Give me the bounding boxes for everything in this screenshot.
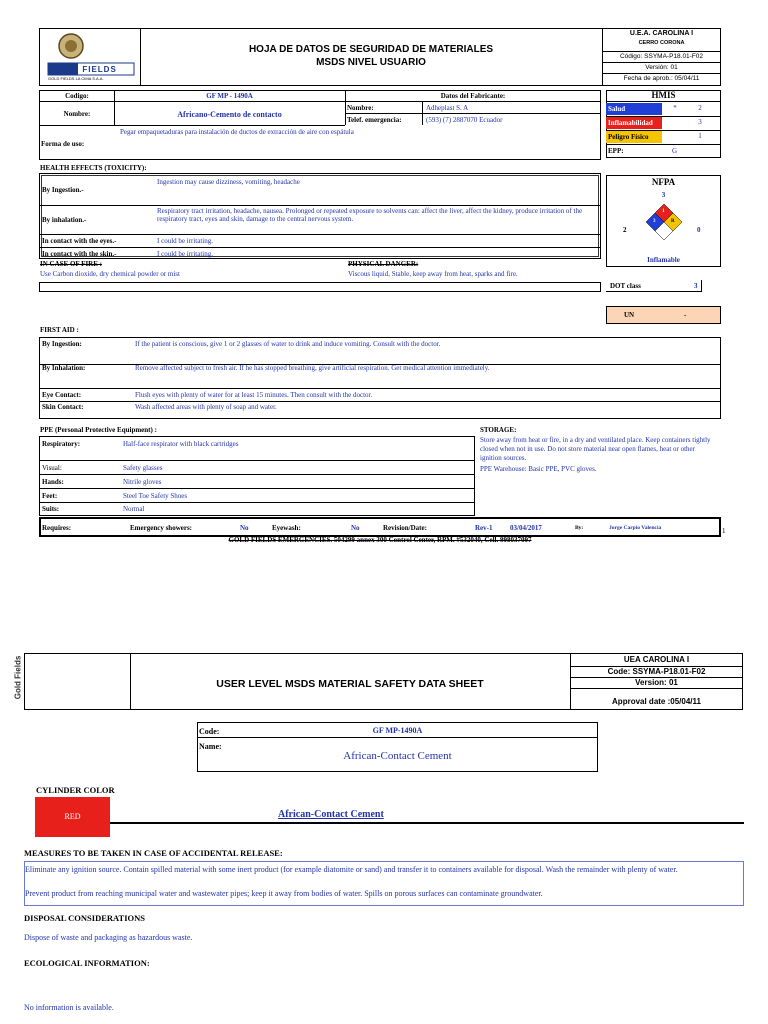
first-aid-text-inhalation: Remove affected subject to fresh air. If he has stopped breathing, give artificial respiration. Get medical attention immediately. [135, 364, 490, 372]
name-label: Nombre: [63, 110, 91, 118]
first-aid-label-eyes: Eye Contact: [42, 391, 82, 399]
health-title: HEALTH EFFECTS (TOXICITY): [40, 164, 147, 172]
health-text-skin: I could be irritating. [157, 250, 213, 258]
disposal-title: DISPOSAL CONSIDERATIONS [24, 913, 146, 923]
hmis-row-label: Salud [606, 103, 662, 115]
un-label: UN [624, 311, 635, 319]
health-text-eyes: I could be irritating. [157, 237, 213, 245]
logo-subtext: GOLD FIELDS LA CIMA S.A.A. [48, 76, 104, 81]
un-value: - [684, 311, 687, 319]
revision-value: Rev-1 [475, 524, 493, 532]
first-aid-text-eyes: Flush eyes with plenty of water for at least 15 minutes. Then consult with the doctor. [135, 391, 373, 399]
fire-row-box [39, 282, 601, 292]
code-label: Codigo: [65, 92, 89, 100]
ppe-label-suits: Suits: [42, 505, 60, 513]
bottom-doc-title: USER LEVEL MSDS MATERIAL SAFETY DATA SHEET [216, 678, 484, 690]
ppe-label-respiratory: Respiratory: [42, 440, 81, 448]
hmis-title: HMIS [651, 90, 676, 100]
nfpa-diamond-top: 1 [662, 209, 665, 214]
release-text-1: Eliminate any ignition source. Contain spilled material with some inert product (for example diatomite or sand) and transfer it to containers available for disposal. Wash the remainder with plenty of water. [25, 865, 678, 874]
by-value: Jorge Carpio Valencia [609, 525, 662, 531]
ecological-title: ECOLOGICAL INFORMATION: [24, 958, 150, 968]
health-text-inhalation: Respiratory tract irritation, headache, nausea. Prolonged or repeated exposure to solvents can: affect the liver, affect the kidney, produce irritation of the respiratory tract, eyes and skin, damage to the central nervous system. [157, 207, 583, 223]
bottom-code-label: Code: [199, 727, 220, 736]
hmis-row-mark: * [673, 104, 677, 112]
health-label-skin: In contact with the skin.- [42, 250, 117, 258]
release-text-2: Prevent product from reaching municipal water and wastewater pipes; keep it away from bodies of water. Spills on porous surfaces can contaminate groundwater. [25, 889, 543, 898]
manufacturer-header: Datos del Fabricante: [440, 92, 506, 100]
hmis-row-label: Inflamabilidad [606, 117, 662, 129]
showers-label: Emergency showers: [130, 524, 193, 532]
nfpa-title: NFPA [651, 177, 676, 187]
ppe-text-hands: Nitrile gloves [123, 478, 162, 486]
manufacturer-phone-label: Telef. emergencia: [347, 116, 402, 124]
cylinder-color-label: CYLINDER COLOR [36, 785, 115, 795]
code-value: GF MP - 1490A [206, 92, 253, 100]
hmis-row-label: Peligro Físico [606, 131, 662, 143]
bottom-name-value: African-Contact Cement [343, 750, 452, 762]
storage-text-ppe: PPE Warehouse: Basic PPE, PVC gloves. [480, 465, 597, 473]
health-label-ingestion: By Ingestion.- [42, 186, 84, 194]
health-label-inhalation: By inhalation.- [42, 216, 87, 224]
ppe-label-hands: Hands: [42, 478, 64, 486]
ppe-table [39, 436, 475, 516]
first-aid-label-ingestion: By Ingestion: [42, 340, 82, 348]
requires-label: Requires: [42, 524, 72, 532]
use-value: Pegar empaquetaduras para instalación de ductos de extracción de aire con espátula [120, 128, 354, 136]
nfpa-diamond-right: R [671, 219, 675, 224]
use-label: Forma de uso: [41, 140, 85, 148]
ppe-title: PPE (Personal Protective Equipment) : [40, 426, 157, 434]
storage-text: Store away from heat or fire, in a dry and ventilated place. Keep containers tightly closed when not in use. Do not store material near open flames, heat or other ignition sources. [480, 436, 711, 462]
bottom-code-value: GF MP-1490A [372, 726, 423, 735]
eyewash-value: No [351, 524, 360, 532]
page-number: 1 [722, 527, 726, 535]
dot-value: 3 [694, 282, 698, 290]
nfpa-right-value: 0 [697, 226, 701, 234]
name-value: Africano-Cemento de contacto [177, 110, 282, 119]
logo-text: GOLD FIELDS [52, 65, 117, 74]
ppe-label-feet: Feet: [42, 492, 58, 500]
physical-danger-label: PHYSICAL DANGER: [348, 260, 419, 268]
manufacturer-name-label: Nombre: [347, 104, 374, 112]
nfpa-caption: Inflamable [647, 256, 680, 264]
bottom-approval-date: Approval date :05/04/11 [612, 697, 701, 706]
nfpa-top-value: 3 [661, 191, 666, 199]
storage-title: STORAGE: [480, 426, 517, 434]
bottom-version: Version: 01 [635, 678, 678, 687]
unit-name: U.E.A. CAROLINA I [629, 30, 694, 37]
first-aid-title: FIRST AID : [40, 326, 79, 334]
first-aid-label-skin: Skin Contact: [42, 403, 84, 411]
manufacturer-phone-value: (593) (7) 2887070 Ecuador [426, 116, 503, 124]
approval-date: Fecha de aprob.: 05/04/11 [623, 75, 700, 82]
cylinder-color-value: RED [64, 812, 81, 821]
fire-label: IN CASE OF FIRE : [40, 260, 102, 268]
doc-code: Código: SSYMA-P18.01-F02 [619, 53, 704, 60]
first-aid-label-inhalation: By Inhalation: [42, 364, 86, 372]
hmis-row-value: 1 [698, 132, 702, 140]
revision-label: Revision/Date: [383, 524, 427, 532]
physical-danger-text: Viscous liquid, Stable, keep away from heat, sparks and fire. [348, 270, 518, 278]
nfpa-left-value: 2 [623, 226, 627, 234]
dot-box [606, 280, 702, 292]
by-label: By: [575, 525, 584, 531]
revision-date: 03/04/2017 [510, 524, 542, 532]
disposal-text: Dispose of waste and packaging as hazardous waste. [24, 933, 193, 942]
epp-value: G [672, 147, 678, 155]
ecological-text: No information is available. [24, 1003, 114, 1012]
company-logo [44, 31, 136, 83]
hmis-row-value: 3 [698, 118, 702, 126]
unit-subname: CERRO CORONA [638, 40, 685, 46]
nfpa-diamond-left: 3 [653, 219, 656, 224]
health-label-eyes: In contact with the eyes.- [42, 237, 117, 245]
first-aid-text-skin: Wash affected areas with plenty of soap and water. [135, 403, 277, 411]
ppe-label-visual: Visual: [42, 464, 62, 472]
eyewash-label: Eyewash: [272, 524, 301, 532]
bottom-logo-rotated: Gold Fields [13, 655, 23, 700]
manufacturer-name-value: Adheplast S. A [426, 104, 469, 112]
hmis-row-value: 2 [698, 104, 702, 112]
doc-subtitle: MSDS NIVEL USUARIO [316, 57, 426, 68]
fire-text: Use Carbon dioxide, dry chemical powder or mist [40, 270, 180, 278]
doc-title: HOJA DE DATOS DE SEGURIDAD DE MATERIALES [248, 44, 494, 55]
bottom-product-title: African-Contact Cement [278, 809, 384, 820]
ppe-text-visual: Safety glasses [123, 464, 163, 472]
bottom-name-label: Name: [199, 742, 222, 751]
ppe-text-suits: Normal [123, 505, 145, 513]
epp-label: EPP: [608, 147, 624, 155]
dot-label: DOT class [610, 282, 641, 290]
nfpa-diamond [644, 202, 684, 242]
ppe-text-respiratory: Half-face respirator with black cartridges [123, 440, 239, 448]
health-text-ingestion: Ingestion may cause dizziness, vomiting, headache [157, 178, 300, 186]
first-aid-text-ingestion: If the patient is conscious, give 1 or 2 glasses of water to drink and induce vomiting. Consult with the doctor. [135, 340, 441, 348]
release-title: MEASURES TO BE TAKEN IN CASE OF ACCIDENTAL RELEASE: [24, 848, 283, 858]
doc-version: Versión: 01 [645, 64, 678, 71]
bottom-code: Code: SSYMA-P18.01-F02 [607, 667, 706, 676]
ppe-text-feet: Steel Toe Safety Shoes [123, 492, 188, 500]
bottom-unit: UEA CAROLINA I [623, 655, 690, 664]
showers-value: No [240, 524, 249, 532]
emergency-contacts: GOLD FIELDS EMERGENCIES. 504299 annex 300 Control Center, RPM. #532040, Cell. 998037097 [228, 536, 532, 544]
